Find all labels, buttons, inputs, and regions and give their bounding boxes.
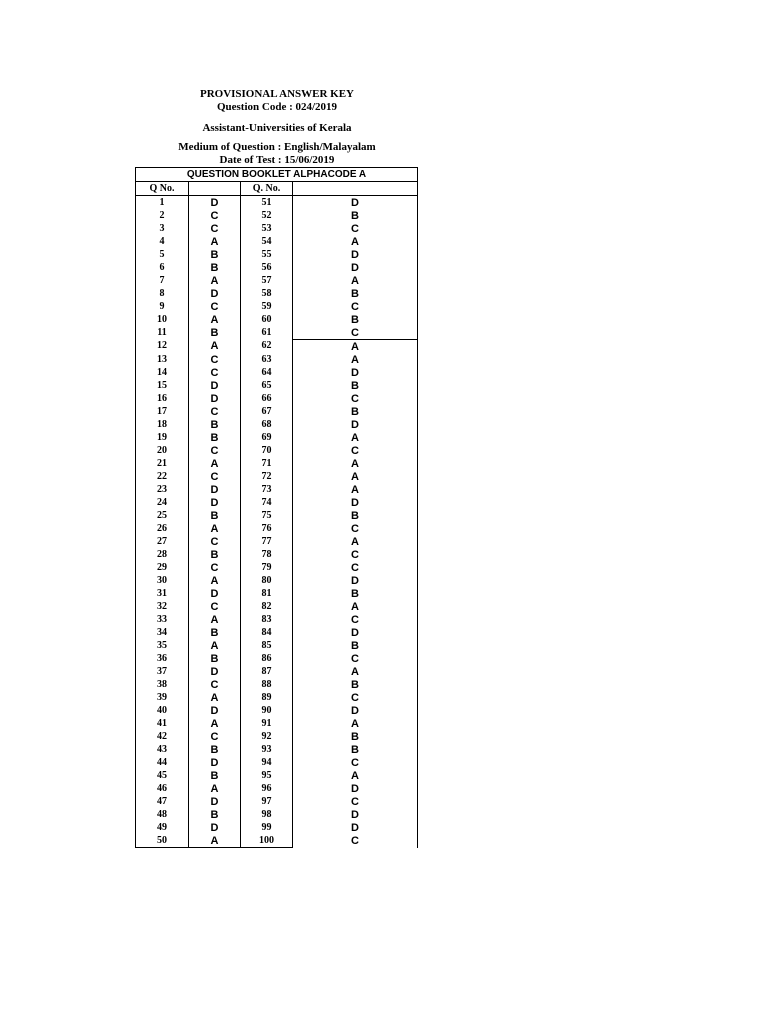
table-row bbox=[136, 639, 418, 652]
question-number: 22 bbox=[136, 470, 189, 483]
answer: C bbox=[189, 535, 241, 548]
question-number: 100 bbox=[241, 834, 293, 848]
table-row bbox=[136, 665, 418, 678]
answer: D bbox=[293, 261, 418, 274]
question-number: 42 bbox=[136, 730, 189, 743]
answer: B bbox=[189, 431, 241, 444]
question-number: 67 bbox=[241, 405, 293, 418]
question-number: 15 bbox=[136, 379, 189, 392]
question-number: 80 bbox=[241, 574, 293, 587]
question-number: 53 bbox=[241, 222, 293, 235]
answer: D bbox=[293, 704, 418, 717]
question-number: 8 bbox=[136, 287, 189, 300]
answer: A bbox=[293, 470, 418, 483]
question-number: 84 bbox=[241, 626, 293, 639]
question-number: 97 bbox=[241, 795, 293, 808]
answer: C bbox=[189, 730, 241, 743]
question-number: 11 bbox=[136, 326, 189, 340]
question-number: 26 bbox=[136, 522, 189, 535]
table-row bbox=[136, 678, 418, 691]
question-number: 7 bbox=[136, 274, 189, 287]
table-row bbox=[136, 470, 418, 483]
answer: B bbox=[293, 313, 418, 326]
table-row bbox=[136, 587, 418, 600]
answer: C bbox=[189, 678, 241, 691]
table-row bbox=[136, 574, 418, 587]
answer: B bbox=[293, 639, 418, 652]
answer: C bbox=[189, 444, 241, 457]
table-row bbox=[136, 535, 418, 548]
question-number: 34 bbox=[136, 626, 189, 639]
answer: D bbox=[293, 808, 418, 821]
table-row bbox=[136, 613, 418, 626]
question-number: 30 bbox=[136, 574, 189, 587]
question-number: 76 bbox=[241, 522, 293, 535]
question-number: 62 bbox=[241, 340, 293, 354]
answer: C bbox=[189, 470, 241, 483]
answer: B bbox=[293, 509, 418, 522]
answer: C bbox=[189, 405, 241, 418]
answer: C bbox=[293, 222, 418, 235]
question-number: 64 bbox=[241, 366, 293, 379]
question-number: 47 bbox=[136, 795, 189, 808]
answer: C bbox=[189, 366, 241, 379]
question-number: 17 bbox=[136, 405, 189, 418]
table-row bbox=[136, 196, 418, 210]
table-row bbox=[136, 600, 418, 613]
question-number: 78 bbox=[241, 548, 293, 561]
table-row bbox=[136, 509, 418, 522]
question-number: 66 bbox=[241, 392, 293, 405]
question-number: 31 bbox=[136, 587, 189, 600]
question-number: 91 bbox=[241, 717, 293, 730]
question-number: 29 bbox=[136, 561, 189, 574]
question-number: 54 bbox=[241, 235, 293, 248]
answer-key-table bbox=[135, 167, 418, 848]
question-number: 18 bbox=[136, 418, 189, 431]
table-row bbox=[136, 431, 418, 444]
answer: D bbox=[189, 587, 241, 600]
answer: A bbox=[293, 353, 418, 366]
answer: D bbox=[189, 496, 241, 509]
table-row bbox=[136, 730, 418, 743]
question-number: 52 bbox=[241, 209, 293, 222]
question-number: 43 bbox=[136, 743, 189, 756]
question-number: 49 bbox=[136, 821, 189, 834]
question-number: 55 bbox=[241, 248, 293, 261]
table-row bbox=[136, 340, 418, 354]
table-row bbox=[136, 379, 418, 392]
answer: B bbox=[189, 548, 241, 561]
question-number: 5 bbox=[136, 248, 189, 261]
question-number: 89 bbox=[241, 691, 293, 704]
table-row bbox=[136, 222, 418, 235]
answer: A bbox=[293, 717, 418, 730]
answer: C bbox=[293, 795, 418, 808]
answer: A bbox=[189, 691, 241, 704]
answer: D bbox=[189, 483, 241, 496]
question-number: 70 bbox=[241, 444, 293, 457]
answer: C bbox=[293, 613, 418, 626]
answer: A bbox=[189, 340, 241, 354]
question-number: 3 bbox=[136, 222, 189, 235]
answer: B bbox=[189, 769, 241, 782]
table-row bbox=[136, 782, 418, 795]
date-of-test: Date of Test : 15/06/2019 bbox=[219, 154, 335, 166]
question-number: 37 bbox=[136, 665, 189, 678]
question-number: 28 bbox=[136, 548, 189, 561]
answer: B bbox=[293, 678, 418, 691]
answer: C bbox=[293, 444, 418, 457]
question-number: 1 bbox=[136, 196, 189, 210]
question-number: 36 bbox=[136, 652, 189, 665]
table-row bbox=[136, 704, 418, 717]
answer: A bbox=[293, 431, 418, 444]
answer: C bbox=[293, 522, 418, 535]
question-number: 73 bbox=[241, 483, 293, 496]
answer: B bbox=[189, 743, 241, 756]
question-number: 68 bbox=[241, 418, 293, 431]
column-header-blank bbox=[189, 182, 241, 196]
question-number: 35 bbox=[136, 639, 189, 652]
question-number: 58 bbox=[241, 287, 293, 300]
answer: C bbox=[189, 300, 241, 313]
answer: C bbox=[189, 561, 241, 574]
question-number: 83 bbox=[241, 613, 293, 626]
answer: B bbox=[189, 248, 241, 261]
question-number: 50 bbox=[136, 834, 189, 848]
question-number: 81 bbox=[241, 587, 293, 600]
question-number: 63 bbox=[241, 353, 293, 366]
answer: A bbox=[293, 535, 418, 548]
question-number: 74 bbox=[241, 496, 293, 509]
column-header-q-no-2: Q. No. bbox=[241, 182, 293, 196]
answer: B bbox=[293, 379, 418, 392]
table-row bbox=[136, 795, 418, 808]
table-row bbox=[136, 652, 418, 665]
question-number: 71 bbox=[241, 457, 293, 470]
answer: A bbox=[189, 457, 241, 470]
question-number: 2 bbox=[136, 209, 189, 222]
question-number: 14 bbox=[136, 366, 189, 379]
question-number: 32 bbox=[136, 600, 189, 613]
question-number: 94 bbox=[241, 756, 293, 769]
question-number: 13 bbox=[136, 353, 189, 366]
column-header-blank-2 bbox=[293, 182, 418, 196]
answer: C bbox=[293, 548, 418, 561]
table-row bbox=[136, 548, 418, 561]
answer: C bbox=[293, 652, 418, 665]
table-row bbox=[136, 821, 418, 834]
question-number: 61 bbox=[241, 326, 293, 340]
question-number: 38 bbox=[136, 678, 189, 691]
question-number: 16 bbox=[136, 392, 189, 405]
question-number: 27 bbox=[136, 535, 189, 548]
question-number: 40 bbox=[136, 704, 189, 717]
answer: D bbox=[293, 574, 418, 587]
answer: B bbox=[189, 652, 241, 665]
answer: D bbox=[189, 287, 241, 300]
question-number: 56 bbox=[241, 261, 293, 274]
answer: B bbox=[189, 418, 241, 431]
question-number: 95 bbox=[241, 769, 293, 782]
answer: C bbox=[189, 209, 241, 222]
question-number: 46 bbox=[136, 782, 189, 795]
answer: D bbox=[293, 366, 418, 379]
question-number: 85 bbox=[241, 639, 293, 652]
question-number: 65 bbox=[241, 379, 293, 392]
question-number: 6 bbox=[136, 261, 189, 274]
answer: A bbox=[189, 834, 241, 848]
answer: C bbox=[293, 300, 418, 313]
question-number: 48 bbox=[136, 808, 189, 821]
answer: C bbox=[189, 600, 241, 613]
medium-of-question: Medium of Question : English/Malayalam bbox=[178, 141, 376, 153]
answer: B bbox=[293, 287, 418, 300]
question-number: 82 bbox=[241, 600, 293, 613]
table-row bbox=[136, 261, 418, 274]
answer: D bbox=[189, 665, 241, 678]
table-row bbox=[136, 274, 418, 287]
question-number: 90 bbox=[241, 704, 293, 717]
table-row bbox=[136, 626, 418, 639]
answer: B bbox=[189, 509, 241, 522]
table-row bbox=[136, 808, 418, 821]
question-number: 19 bbox=[136, 431, 189, 444]
answer: A bbox=[189, 639, 241, 652]
question-number: 75 bbox=[241, 509, 293, 522]
question-number: 21 bbox=[136, 457, 189, 470]
answer: A bbox=[189, 613, 241, 626]
answer: A bbox=[189, 574, 241, 587]
question-number: 51 bbox=[241, 196, 293, 210]
answer: B bbox=[293, 730, 418, 743]
answer: D bbox=[293, 496, 418, 509]
answer: D bbox=[293, 196, 418, 210]
table-row bbox=[136, 287, 418, 300]
table-row bbox=[136, 743, 418, 756]
answer: A bbox=[293, 340, 418, 354]
question-number: 88 bbox=[241, 678, 293, 691]
table-row bbox=[136, 353, 418, 366]
table-row bbox=[136, 326, 418, 340]
answer: A bbox=[189, 313, 241, 326]
answer: A bbox=[293, 769, 418, 782]
answer: A bbox=[189, 717, 241, 730]
answer: D bbox=[293, 821, 418, 834]
table-row bbox=[136, 522, 418, 535]
question-number: 92 bbox=[241, 730, 293, 743]
question-number: 57 bbox=[241, 274, 293, 287]
table-row bbox=[136, 248, 418, 261]
document-title: PROVISIONAL ANSWER KEY bbox=[199, 88, 355, 100]
answer: D bbox=[189, 821, 241, 834]
answer: C bbox=[189, 353, 241, 366]
table-title: QUESTION BOOKLET ALPHACODE A bbox=[136, 168, 418, 182]
answer: A bbox=[189, 274, 241, 287]
answer: C bbox=[293, 326, 418, 340]
answer: D bbox=[189, 379, 241, 392]
question-number: 20 bbox=[136, 444, 189, 457]
table-row bbox=[136, 691, 418, 704]
table-row bbox=[136, 209, 418, 222]
question-number: 98 bbox=[241, 808, 293, 821]
table-row bbox=[136, 235, 418, 248]
table-row bbox=[136, 444, 418, 457]
answer: B bbox=[293, 743, 418, 756]
table-row bbox=[136, 457, 418, 470]
table-row bbox=[136, 834, 418, 848]
column-header-q-no: Q No. bbox=[136, 182, 189, 196]
answer: B bbox=[293, 587, 418, 600]
question-number: 96 bbox=[241, 782, 293, 795]
question-number: 25 bbox=[136, 509, 189, 522]
table-row bbox=[136, 313, 418, 326]
table-row bbox=[136, 392, 418, 405]
table-row bbox=[136, 483, 418, 496]
question-number: 44 bbox=[136, 756, 189, 769]
answer: C bbox=[293, 756, 418, 769]
answer: B bbox=[189, 626, 241, 639]
answer: D bbox=[189, 392, 241, 405]
question-number: 41 bbox=[136, 717, 189, 730]
question-number: 10 bbox=[136, 313, 189, 326]
answer: A bbox=[293, 665, 418, 678]
answer: B bbox=[293, 209, 418, 222]
answer: D bbox=[293, 782, 418, 795]
question-number: 72 bbox=[241, 470, 293, 483]
question-number: 93 bbox=[241, 743, 293, 756]
answer: A bbox=[293, 274, 418, 287]
answer: A bbox=[189, 522, 241, 535]
answer: D bbox=[293, 626, 418, 639]
question-number: 99 bbox=[241, 821, 293, 834]
answer: D bbox=[189, 756, 241, 769]
table-row bbox=[136, 496, 418, 509]
table-row bbox=[136, 769, 418, 782]
question-number: 45 bbox=[136, 769, 189, 782]
answer: B bbox=[189, 326, 241, 340]
table-row bbox=[136, 300, 418, 313]
table-row bbox=[136, 405, 418, 418]
answer-rows bbox=[136, 196, 418, 848]
answer: A bbox=[189, 782, 241, 795]
table-row bbox=[136, 717, 418, 730]
answer: A bbox=[293, 600, 418, 613]
answer: A bbox=[189, 235, 241, 248]
answer: D bbox=[293, 418, 418, 431]
answer: C bbox=[293, 561, 418, 574]
question-number: 59 bbox=[241, 300, 293, 313]
table-row bbox=[136, 418, 418, 431]
question-number: 39 bbox=[136, 691, 189, 704]
answer: D bbox=[189, 196, 241, 210]
question-number: 33 bbox=[136, 613, 189, 626]
answer: B bbox=[189, 261, 241, 274]
question-number: 24 bbox=[136, 496, 189, 509]
question-number: 77 bbox=[241, 535, 293, 548]
table-row bbox=[136, 756, 418, 769]
answer: B bbox=[293, 405, 418, 418]
question-number: 86 bbox=[241, 652, 293, 665]
question-number: 9 bbox=[136, 300, 189, 313]
answer: C bbox=[293, 834, 418, 848]
answer: C bbox=[293, 392, 418, 405]
question-number: 79 bbox=[241, 561, 293, 574]
question-number: 87 bbox=[241, 665, 293, 678]
table-row bbox=[136, 561, 418, 574]
answer: D bbox=[189, 795, 241, 808]
answer: A bbox=[293, 483, 418, 496]
answer: D bbox=[293, 248, 418, 261]
question-number: 69 bbox=[241, 431, 293, 444]
answer: A bbox=[293, 235, 418, 248]
question-number: 4 bbox=[136, 235, 189, 248]
question-code: Question Code : 024/2019 bbox=[216, 101, 338, 113]
question-number: 60 bbox=[241, 313, 293, 326]
answer: B bbox=[189, 808, 241, 821]
answer: C bbox=[189, 222, 241, 235]
table-row bbox=[136, 366, 418, 379]
question-number: 23 bbox=[136, 483, 189, 496]
post-name: Assistant-Universities of Kerala bbox=[202, 122, 352, 134]
answer: D bbox=[189, 704, 241, 717]
question-number: 12 bbox=[136, 340, 189, 354]
answer: A bbox=[293, 457, 418, 470]
answer: C bbox=[293, 691, 418, 704]
